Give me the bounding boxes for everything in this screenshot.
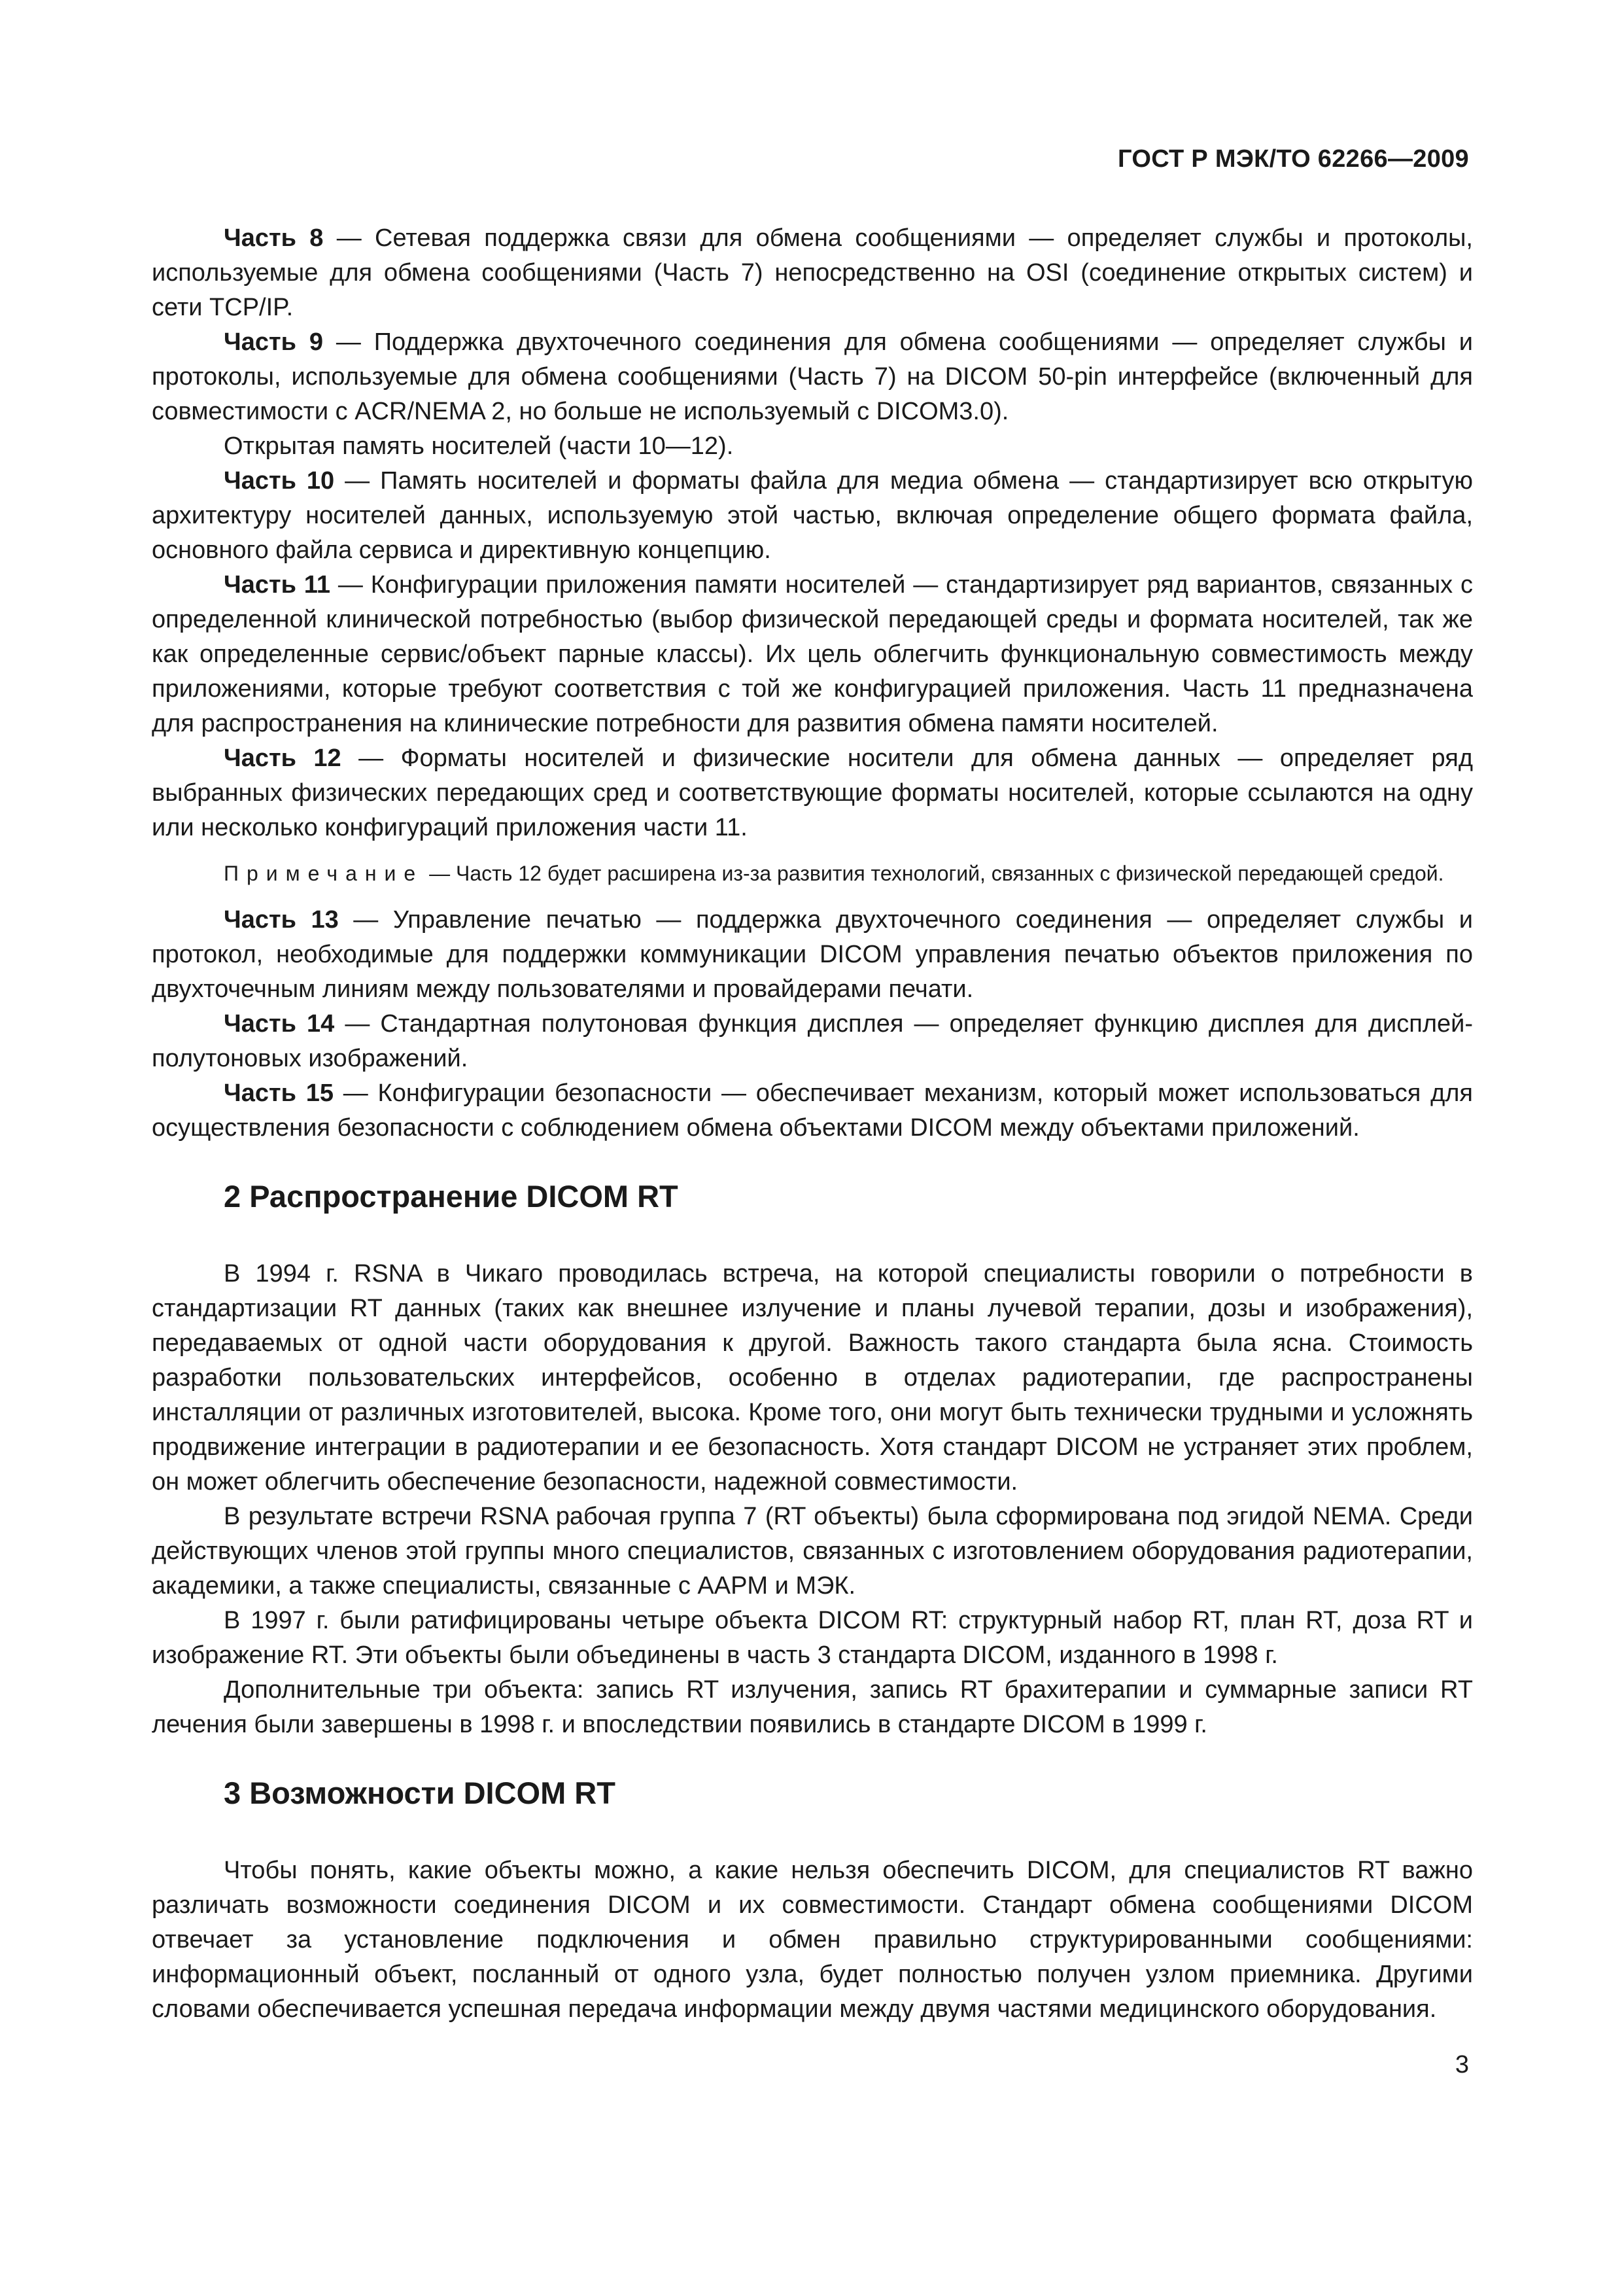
part-12-paragraph — [152, 741, 1473, 845]
part-text: Открытая память носителей (части 10—12). — [224, 432, 734, 460]
part-label: Часть 8 — [224, 224, 324, 252]
part-label: Часть 15 — [224, 1079, 334, 1107]
part-8-paragraph — [152, 221, 1473, 325]
part-15-paragraph — [152, 1076, 1473, 1146]
part-label: Часть 9 — [224, 328, 323, 356]
section-2-paragraph: В 1994 г. RSNA в Чикаго проводилась встреча, на которой специалисты говорили о потребности в стандартизации RT данных (таких как внешнее излучение и планы лучевой терапии, дозы и изображения), передаваемых от одной части оборудования к другой. Важность такого стандарта была ясна. Стоимость разработки пользовательских интерфейсов, особенно в отделах радиотерапии, где распространены инсталляции от различных изготовителей, высока. Кроме того, они могут быть технически трудными и усложнять продвижение интеграции в радиотерапии и ее безопасность. Хотя стандарт DICOM не устраняет этих проблем, он может облегчить обеспечение безопасности, надежной совместимости. — [152, 1260, 1473, 1496]
part-11-paragraph — [152, 568, 1473, 741]
section-3-heading: 3 Возможности DICOM RT — [224, 1776, 615, 1810]
part-9-paragraph — [152, 325, 1473, 429]
section-2-heading: 2 Распространение DICOM RT — [224, 1179, 678, 1214]
part-text: — Сетевая поддержка связи для обмена сообщениями — определяет службы и протоколы, используемые для обмена сообщениями (Часть 7) непосредственно на OSI (соединение открытых систем) и сети TCP/IP. — [152, 224, 1473, 321]
page-number: 3 — [1455, 2051, 1469, 2078]
part-label: Часть 11 — [224, 571, 330, 599]
part-text: — Конфигурации приложения памяти носителей — стандартизирует ряд вариантов, связанных с определенной клинической потребностью (выбор физической передающей среды и формата носителей, так же как определенные сервис/объект парные классы). Их цель облегчить функциональную совместимость между приложениями, которые требуют соответствия с той же конфигурацией приложения. Часть 11 предназначена для распространения на клинические потребности для развития обмена памяти носителей. — [152, 571, 1473, 737]
note-text: — Часть 12 будет расширена из-за развития технологий, связанных с физической передающей средой. — [423, 862, 1444, 885]
section-2-paragraph: Дополнительные три объекта: запись RT излучения, запись RT брахитерапии и суммарные записи RT лечения были завершены в 1998 г. и впоследствии появились в стандарте DICOM в 1999 г. — [152, 1676, 1473, 1738]
storage-intro-paragraph — [152, 429, 1473, 464]
part-label: Часть 12 — [224, 745, 341, 772]
part-13-paragraph — [152, 903, 1473, 1007]
part-10-paragraph — [152, 464, 1473, 568]
part-label: Часть 14 — [224, 1010, 335, 1038]
part-text: — Память носителей и форматы файла для медиа обмена — стандартизирует всю открытую архитектуру носителей данных, используемую этой частью, включая определение общего формата файла, основного файла сервиса и директивную концепцию. — [152, 467, 1473, 564]
part-14-paragraph — [152, 1007, 1473, 1076]
note-label: Примечание — [224, 862, 424, 885]
part-text: — Поддержка двухточечного соединения для обмена сообщениями — определяет службы и протоколы, используемые для обмена сообщениями (Часть 7) на DICOM 50-pin интерфейсе (включенный для совместимости с ACR/NEMA 2, но больше не используемый с DICOM3.0). — [152, 328, 1473, 425]
note-paragraph — [152, 858, 1473, 888]
part-text: — Конфигурации безопасности — обеспечивает механизм, который может использоваться для осуществления безопасности с соблюдением обмена объектами DICOM между объектами приложений. — [152, 1079, 1474, 1142]
document-body — [152, 221, 1473, 2027]
part-label: Часть 13 — [224, 906, 339, 934]
section-3-paragraph: Чтобы понять, какие объекты можно, а какие нельзя обеспечить DICOM, для специалистов RT важно различать возможности соединения DICOM и их совместимости. Стандарт обмена сообщениями DICOM отвечает за установление подключения и обмен правильно структурированными сообщениями: информационный объект, посланный от одного узла, будет полностью получен узлом приемника. Другими словами обеспечивается успешная передача информации между двумя частями медицинского оборудования. — [152, 1857, 1473, 2023]
part-text: — Управление печатью — поддержка двухточечного соединения — определяет службы и протокол, необходимые для поддержки коммуникации DICOM управления печатью объектов приложения по двухточечным линиям между пользователями и провайдерами печати. — [152, 906, 1474, 1003]
section-2-paragraph: В 1997 г. были ратифицированы четыре объекта DICOM RT: структурный набор RT, план RT, доза RT и изображение RT. Эти объекты были объединены в часть 3 стандарта DICOM, изданного в 1998 г. — [152, 1607, 1473, 1669]
section-2-paragraph: В результате встречи RSNA рабочая группа 7 (RT объекты) была сформирована под эгидой NEMA. Среди действующих членов этой группы много специалистов, связанных с изготовлением оборудования радиотерапии, академики, а также специалисты, связанные с AAPM и МЭК. — [152, 1503, 1473, 1600]
part-label: Часть 10 — [224, 467, 335, 495]
part-text: — Форматы носителей и физические носители для обмена данных — определяет ряд выбранных физических передающих сред и соответствующие форматы носителей, которые ссылаются на одну или несколько конфигураций приложения части 11. — [152, 745, 1473, 841]
document-code: ГОСТ Р МЭК/ТО 62266—2009 — [1118, 145, 1469, 173]
part-text: — Стандартная полутоновая функция дисплея — определяет функцию дисплея для дисплей-полутоновых изображений. — [152, 1010, 1474, 1072]
